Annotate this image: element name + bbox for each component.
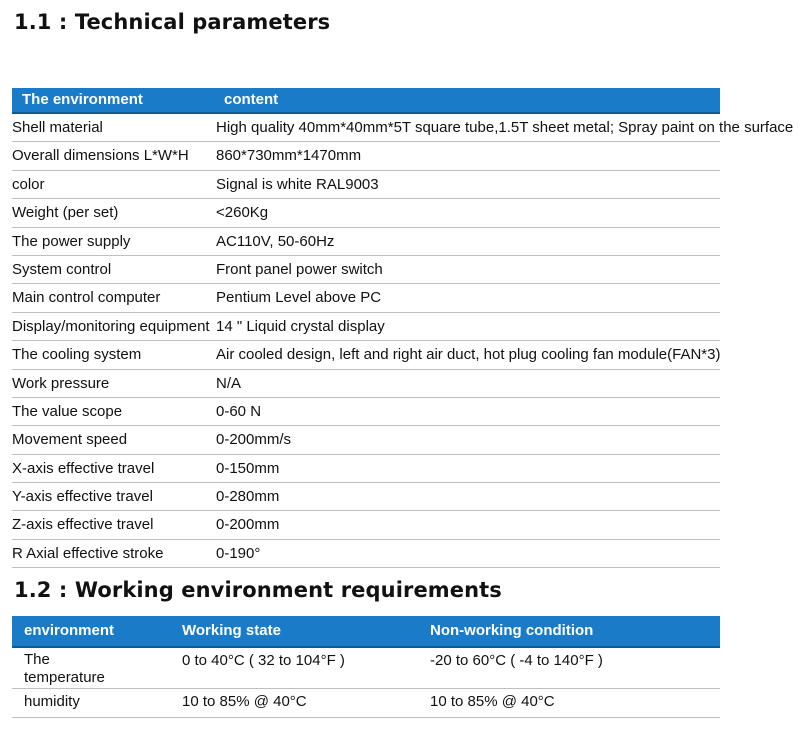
- parameter-label: Y-axis effective travel: [12, 488, 153, 506]
- table-row: [12, 284, 720, 312]
- parameter-label: X-axis effective travel: [12, 459, 155, 477]
- section-1-heading: 1.1 : Technical parameters: [14, 10, 331, 34]
- table-row: [12, 171, 720, 199]
- table-row: [12, 455, 720, 483]
- non-working-value: -20 to 60°C ( -4 to 140°F ): [430, 652, 603, 669]
- table-row: [12, 313, 720, 341]
- table-row: [12, 426, 720, 454]
- parameter-label: Main control computer: [12, 289, 161, 307]
- table-row: [12, 228, 720, 256]
- parameter-value: 0-200mm/s: [216, 431, 292, 449]
- parameter-value: <260Kg: [216, 204, 269, 222]
- row-label: humidity: [24, 693, 80, 710]
- parameter-value: Front panel power switch: [216, 260, 383, 278]
- parameter-label: Movement speed: [12, 431, 128, 449]
- table-row: [12, 142, 720, 170]
- parameter-label: Work pressure: [12, 374, 110, 392]
- table-row: [12, 199, 720, 227]
- working-state-value: 0 to 40°C ( 32 to 104°F ): [182, 652, 345, 669]
- table-row: [12, 256, 720, 284]
- parameter-label: color: [12, 175, 45, 193]
- parameter-value: AC110V, 50-60Hz: [216, 232, 335, 250]
- working-state-value: 10 to 85% @ 40°C: [182, 693, 307, 710]
- technical-parameters-table: [12, 88, 794, 568]
- parameter-label: R Axial effective stroke: [12, 544, 164, 562]
- header-working-state: Working state: [182, 622, 281, 639]
- table-row: [12, 483, 720, 511]
- parameter-label: The cooling system: [12, 346, 142, 364]
- parameter-label: Display/monitoring equipment: [12, 317, 210, 335]
- parameter-label: The power supply: [12, 232, 131, 250]
- parameter-value: 860*730mm*1470mm: [216, 147, 362, 165]
- table-row: [12, 370, 720, 398]
- header-content: content: [224, 91, 279, 108]
- header-environment: The environment: [22, 91, 143, 108]
- parameter-label: The value scope: [12, 402, 123, 420]
- table-row: [12, 398, 720, 426]
- parameter-value: 14 " Liquid crystal display: [216, 317, 385, 335]
- parameter-label: Z-axis effective travel: [12, 516, 154, 534]
- table-row: [12, 648, 720, 689]
- parameter-value: Signal is white RAL9003: [216, 175, 379, 193]
- table-row: [12, 689, 720, 718]
- parameter-value: Air cooled design, left and right air duct, hot plug cooling fan module(FAN*3): [216, 346, 721, 364]
- parameter-value: 0-150mm: [216, 459, 280, 477]
- parameter-label: Weight (per set): [12, 204, 119, 222]
- table-header: [12, 616, 720, 648]
- header-non-working-condition: Non-working condition: [430, 622, 594, 639]
- table-row: [12, 341, 720, 369]
- parameter-value: 0-200mm: [216, 516, 280, 534]
- parameter-value: 0-280mm: [216, 488, 280, 506]
- header-environment: environment: [24, 622, 115, 639]
- parameter-value: Pentium Level above PC: [216, 289, 382, 307]
- parameter-label: Shell material: [12, 119, 103, 136]
- parameter-value: N/A: [216, 374, 242, 392]
- row-label: The temperature: [24, 651, 105, 686]
- table-row: [12, 511, 720, 539]
- table-row: [12, 540, 720, 568]
- parameter-value: 0-190°: [216, 544, 261, 562]
- parameter-label: System control: [12, 260, 112, 278]
- parameter-value: High quality 40mm*40mm*5T square tube,1.5T sheet metal; Spray paint on the surface: [216, 119, 794, 136]
- non-working-value: 10 to 85% @ 40°C: [430, 693, 555, 710]
- table-header: [12, 88, 720, 114]
- table-row: [12, 114, 794, 142]
- working-environment-table: [12, 616, 720, 718]
- parameter-value: 0-60 N: [216, 402, 262, 420]
- section-2-heading: 1.2 : Working environment requirements: [14, 578, 502, 602]
- parameter-label: Overall dimensions L*W*H: [12, 147, 189, 165]
